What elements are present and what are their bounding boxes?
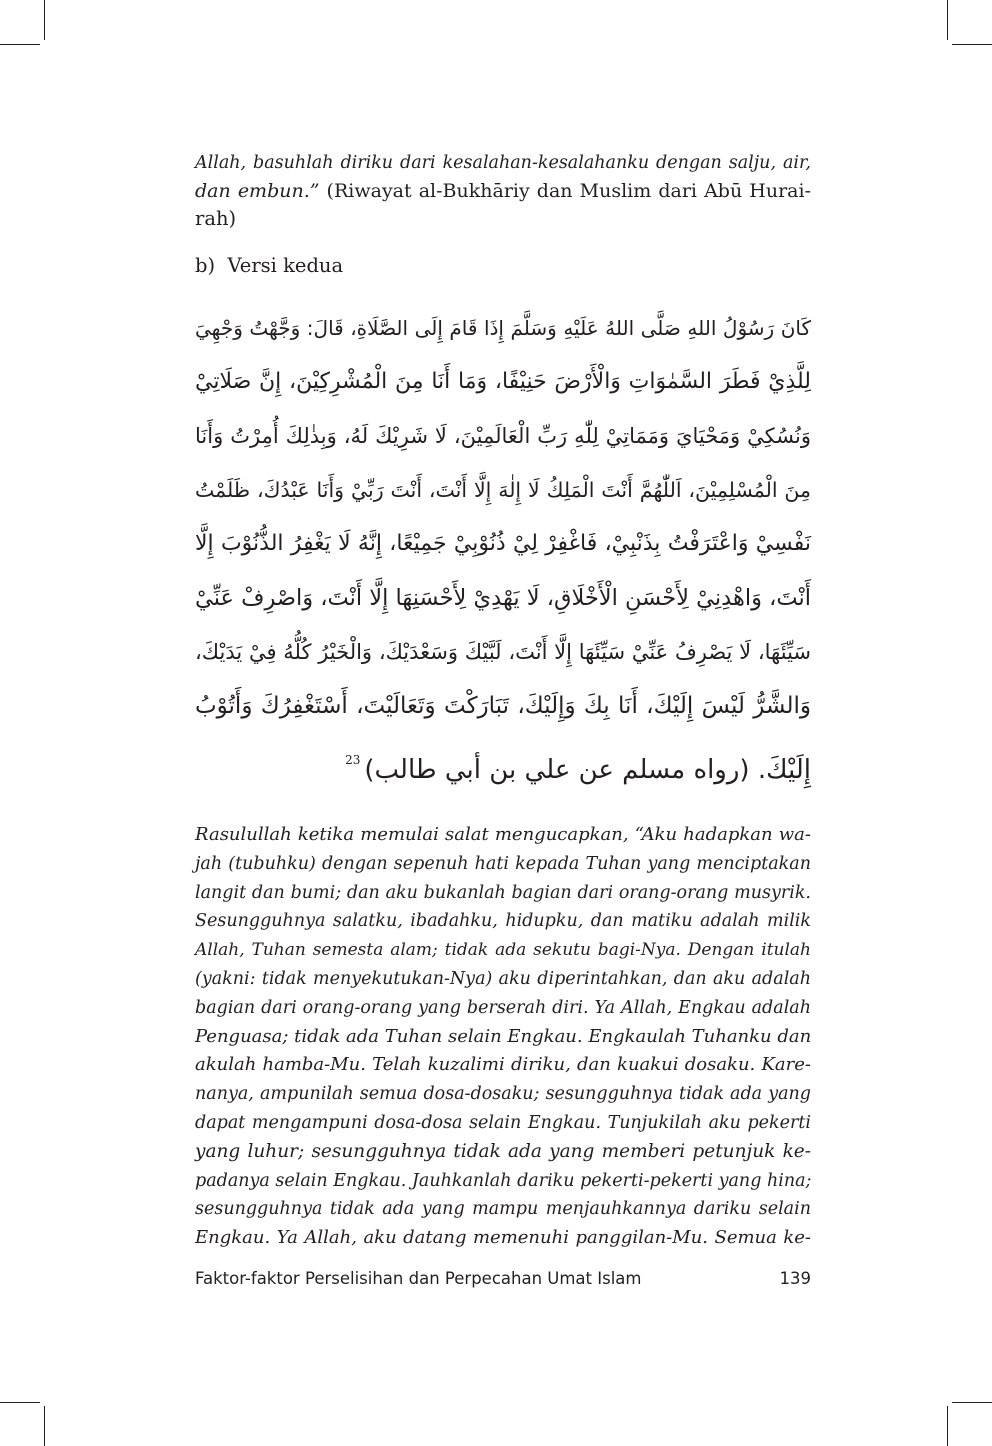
section-label: b) Versi kedua: [195, 253, 344, 277]
arabic-line: إِلَيْكَ. (رواه مسلم عن علي بن أبي طالب): [364, 755, 811, 785]
translation-line: nanya, ampunilah semua dosa-dosaku; sesungguhnya tidak ada yang: [195, 1084, 811, 1105]
translation-line: langit dan bumi; dan aku bukanlah bagian dari orang-orang musyrik.: [195, 882, 811, 903]
text-line: [195, 178, 811, 206]
arabic-line: مِنَ الْمُسْلِمِيْنَ، اَللّٰهُمَّ أَنْتَ الْمَلِكُ لَا إِلٰهَ إِلَّا أَنْتَ، أَنْتَ رَبِّيْ وَأَنَا عَبْدُكَ، ظَلَمْتُ: [195, 478, 811, 502]
arabic-line: أَنْتَ، وَاهْدِنِيْ لِأَحْسَنِ الْأَخْلَاقِ، لَا يَهْدِيْ لِأَحْسَنِهَا إِلَّا أَنْتَ، وَاصْرِفْ عَنِّيْ: [195, 585, 811, 611]
citation-text: (Riwayat al-Bukhāriy dan Muslim dari Abū Hurai-: [319, 179, 811, 202]
translation-line: bagian dari orang-orang yang berserah diri. Ya Allah, Engkau adalah: [195, 997, 811, 1018]
italic-text: Allah, basuhlah diriku dari kesalahan-kesalahanku dengan salju, air,: [195, 153, 811, 173]
translation-line: Allah, Tuhan semesta alam; tidak ada sekutu bagi-Nya. Dengan itulah: [195, 940, 811, 961]
arabic-line: وَنُسُكِيْ وَمَحْيَايَ وَمَمَاتِيْ لِلّٰهِ رَبِّ الْعَالَمِيْنَ، لَا شَرِيْكَ لَهُ، وَبِذٰلِكَ أُمِرْتُ وَأَنَا: [195, 424, 811, 448]
arabic-line: سَيِّئَهَا، لَا يَصْرِفُ عَنِّيْ سَيِّئَهَا إِلَّا أَنْتَ، لَبَّيْكَ وَسَعْدَيْكَ، وَالْخَيْرُ كُلُّهُ فِيْ يَدَيْكَ،: [195, 640, 811, 664]
continuation-paragraph: [195, 150, 811, 233]
translation-line: Rasulullah ketika memulai salat mengucapkan, “Aku hadapkan wa-: [195, 824, 811, 845]
running-title: Faktor-faktor Perselisihan dan Perpecahan Umat Islam: [195, 1269, 642, 1288]
translation-line: Sesungguhnya salatku, ibadahku, hidupku, dan matiku adalah milik: [195, 911, 811, 932]
arabic-line-with-footnote: [195, 733, 811, 787]
crop-mark-bottom-right-vertical: [947, 1406, 948, 1446]
crop-mark-bottom-left-horizontal: [0, 1402, 40, 1403]
arabic-prayer-text: [195, 301, 811, 787]
translation-line: (yakni: tidak menyekutukan-Nya) aku diperintahkan, dan aku adalah: [195, 968, 811, 989]
citation-text: rah): [195, 207, 237, 230]
translation-line: sesungguhnya tidak ada yang mampu menjauhkannya dariku selain: [195, 1199, 811, 1220]
translation-line: Engkau. Ya Allah, aku datang memenuhi panggilan-Mu. Semua ke-: [195, 1227, 811, 1249]
crop-mark-top-right-vertical: [947, 0, 948, 40]
crop-mark-top-left-vertical: [44, 0, 45, 40]
arabic-line: كَانَ رَسُوْلُ اللهِ صَلَّى اللهُ عَلَيْهِ وَسَلَّمَ إِذَا قَامَ إِلَى الصَّلَاةِ، قَالَ: وَجَّهْتُ وَجْهِيَ: [195, 316, 811, 340]
translation-line: padanya selain Engkau. Jauhkanlah dariku pekerti-pekerti yang hina;: [195, 1170, 812, 1191]
crop-mark-top-right-horizontal: [952, 44, 992, 45]
crop-mark-bottom-left-vertical: [44, 1406, 45, 1446]
translation-line: dapat mengampuni dosa-dosa selain Engkau. Tunjukilah aku pekerti: [195, 1112, 811, 1133]
crop-mark-bottom-right-horizontal: [952, 1402, 992, 1403]
footnote-marker[interactable]: 23: [345, 753, 361, 767]
translation-line: Penguasa; tidak ada Tuhan selain Engkau. Engkaulah Tuhanku dan: [195, 1025, 812, 1047]
text-line: [195, 205, 811, 233]
translation-line: akulah hamba-Mu. Telah kuzalimi diriku, dan kuakui dosaku. Kare-: [195, 1054, 811, 1076]
page-body: [195, 150, 811, 1253]
page-number: 139: [779, 1269, 811, 1288]
translation-line: jah (tubuhku) dengan sepenuh hati kepada Tuhan yang menciptakan: [195, 853, 811, 874]
page-footer: [195, 1268, 811, 1290]
text-line: [195, 150, 811, 178]
translation-line: yang luhur; sesungguhnya tidak ada yang memberi petunjuk ke-: [195, 1140, 811, 1162]
arabic-line: نَفْسِيْ وَاعْتَرَفْتُ بِذَنْبِيْ، فَاغْفِرْ لِيْ ذُنُوْبِيْ جَمِيْعًا، إِنَّهُ لَا يَغْفِرُ الذُّنُوْبَ إِلَّا: [195, 531, 811, 556]
arabic-line: لِلَّذِيْ فَطَرَ السَّمٰوَاتِ وَالْأَرْضَ حَنِيْفًا، وَمَا أَنَا مِنَ الْمُشْرِكِيْنَ، إِنَّ صَلَاتِيْ: [195, 369, 811, 394]
arabic-line: وَالشَّرُّ لَيْسَ إِلَيْكَ، أَنَا بِكَ وَإِلَيْكَ، تَبَارَكْتَ وَتَعَالَيْتَ، أَسْتَغْفِرُكَ وَأَتُوْبُ: [195, 693, 811, 719]
translation-paragraph: [195, 821, 811, 1253]
italic-text: dan embun.”: [195, 179, 320, 202]
crop-mark-top-left-horizontal: [0, 44, 40, 45]
